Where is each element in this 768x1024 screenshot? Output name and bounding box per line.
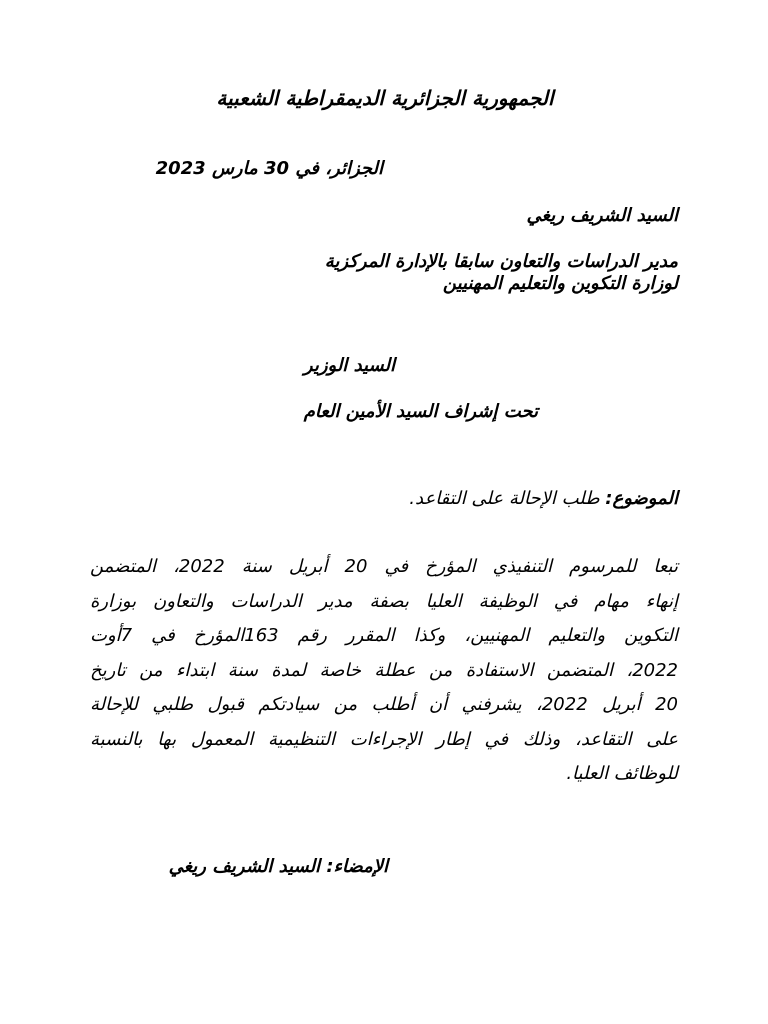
- via-line: تحت إشراف السيد الأمين العام: [303, 401, 538, 422]
- subject-label: الموضوع:: [605, 488, 678, 509]
- body-line: إنهاء مهام في الوظيفة العليا بصفة مدير الدراسات والتعاون بوزارة: [90, 590, 678, 612]
- sender-title-line-1: مدير الدراسات والتعاون سابقا بالإدارة المركزية: [324, 251, 678, 272]
- body-line: 20 أبريل 2022، يشرفني أن أطلب من سيادتكم قبول طلبي للإحالة: [90, 694, 678, 715]
- signature: الإمضاء: السيد الشريف ريغي: [168, 856, 388, 877]
- letter-body: [90, 550, 678, 792]
- date-line: الجزائر، في 30 مارس 2023: [155, 158, 383, 179]
- letter-header: الجمهورية الجزائرية الديمقراطية الشعبية: [216, 86, 554, 110]
- body-line: التكوين والتعليم المهنيين، وكذا المقرر رقم 163المؤرخ في 7أوت: [90, 625, 678, 646]
- body-line: للوظائف العليا.: [566, 763, 678, 784]
- sender-name: السيد الشريف ريغي: [526, 205, 678, 226]
- subject-line: [409, 487, 678, 511]
- sender-title-line-2: لوزارة التكوين والتعليم المهنيين: [442, 273, 678, 294]
- addressee: السيد الوزير: [303, 355, 395, 376]
- body-line: على التقاعد، وذلك في إطار الإجراءات التنظيمية المعمول بها بالنسبة: [90, 728, 678, 750]
- subject-text: طلب الإحالة على التقاعد.: [409, 488, 600, 509]
- sender-title: [325, 251, 678, 295]
- body-line: تبعا للمرسوم التنفيذي المؤرخ في 20 أبريل سنة 2022، المتضمن: [90, 556, 678, 577]
- body-line: 2022، المتضمن الاستفادة من عطلة خاصة لمدة سنة ابتداء من تاريخ: [90, 659, 678, 681]
